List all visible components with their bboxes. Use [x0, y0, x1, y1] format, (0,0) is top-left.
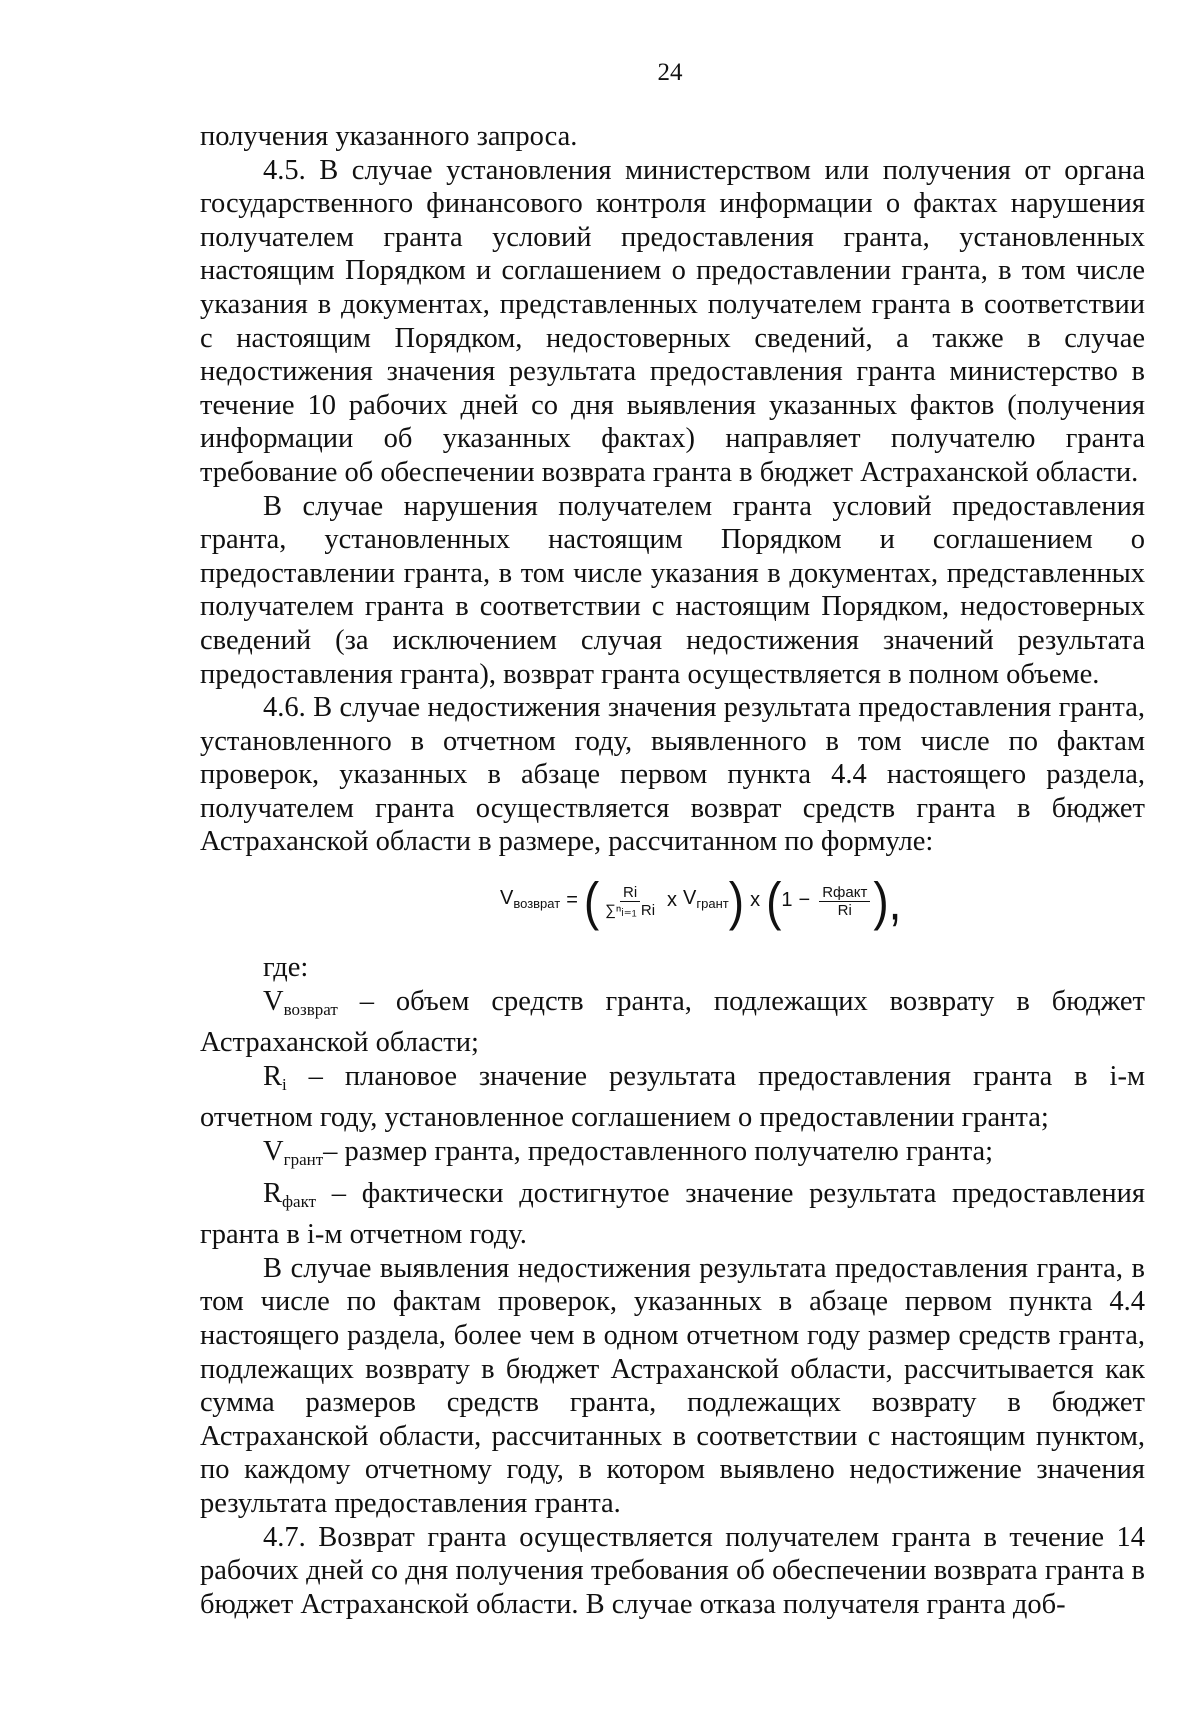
refund-formula	[200, 859, 1145, 943]
formula-ratio-fraction	[819, 884, 870, 919]
definition-r-fact: Rфакт – фактически достигнутое значение результата предоставления гранта в i-м отчетном году.	[200, 1177, 1145, 1251]
formula-ri-numerator: Ri	[620, 884, 640, 902]
formula-rfact-numerator: Rфакт	[819, 884, 870, 902]
paragraph-4-6: 4.6. В случае недостижения значения результата предоставления гранта, установленного в отчетном году, выявленного в том числе по фактам проверок, указанных в абзаце первом пункта 4.4 настоящего раздела, получателем гранта осуществляется возврат средств гранта в бюджет Астраханской области в размере, рассчитанном по формуле:	[200, 692, 1145, 858]
formula-v-grant: $V_{грант}$	[683, 886, 729, 911]
page-number: 24	[657, 59, 683, 86]
formula-times: x	[667, 889, 678, 912]
formula-ri-denominator: Ri	[837, 901, 852, 919]
paragraph-continuation: получения указанного запроса.	[200, 121, 578, 152]
formula-share-fraction	[602, 884, 658, 919]
formula-equals: =	[566, 889, 578, 912]
formula-minus: −	[798, 889, 811, 912]
formula-sum-denominator: ∑ⁿᵢ₌₁ Ri	[605, 901, 656, 919]
paragraph-4-7: 4.7. Возврат гранта осуществляется получателем гранта в течение 14 рабочих дней со дня получения требования об обеспечении возврата гранта в бюджет Астраханской области. В случае отказа получателя гранта доб-	[200, 1521, 1145, 1620]
paragraph-4-5: 4.5. В случае установления министерством или получения от органа государственного финансового контроля информации о фактах нарушения получателем гранта условий предоставления гранта, установленных настоящим Порядком и соглашением о предоставлении гранта, в том числе указания в документах, представленных получателем гранта в соответствии с настоящим Порядком, недостоверных сведений, а также в случае недостижения значения результата предоставления гранта министерство в течение 10 рабочих дней со дня выявления указанных фактов (получения информации об указанных фактах) направляет получателю гранта требование об обеспечении возврата гранта в бюджет Астраханской области.	[200, 154, 1145, 488]
formula-open-paren-2: (	[766, 871, 782, 931]
formula-times-2: x	[750, 889, 761, 912]
paragraph-multiple-years: В случае выявления недостижения результата предоставления гранта, в том числе по фактам проверок, указанных в абзаце первом пункта 4.4 настоящего раздела, более чем в одном отчетном году размер средств гранта, подлежащих возврату в бюджет Астраханской области, рассчитывается как сумма размеров средств гранта, подлежащих возврату в бюджет Астраханской области, рассчитанных в соответствии с настоящим пунктом, по каждому отчетному году, в котором выявлено недостижение значения результата предоставления гранта.	[200, 1252, 1145, 1519]
where-label: где:	[263, 952, 309, 984]
formula-one: 1	[781, 889, 793, 912]
formula-close-paren-2: ),	[873, 871, 902, 931]
formula-open-paren: (	[583, 871, 600, 931]
formula-close-paren: )	[728, 871, 745, 931]
definition-v-grant: Vгрант– размер гранта, предоставленного получателю гранта;	[263, 1136, 994, 1170]
formula-v-return: $V_{возврат}$	[500, 886, 561, 911]
document-body	[200, 120, 1145, 1621]
definition-v-return: Vвозврат – объем средств гранта, подлежащих возврату в бюджет Астраханской области;	[200, 985, 1145, 1059]
definition-ri: Ri – плановое значение результата предоставления гранта в i-м отчетном году, установленное соглашением о предоставлении гранта;	[200, 1060, 1145, 1134]
paragraph-violation: В случае нарушения получателем гранта условий предоставления гранта, установленных настоящим Порядком и соглашением о предоставлении гранта, в том числе указания в документах, представленных получателем гранта в соответствии с настоящим Порядком, недостоверных сведений (за исключением случая недостижения значений результата предоставления гранта), возврат гранта осуществляется в полном объеме.	[200, 490, 1145, 690]
